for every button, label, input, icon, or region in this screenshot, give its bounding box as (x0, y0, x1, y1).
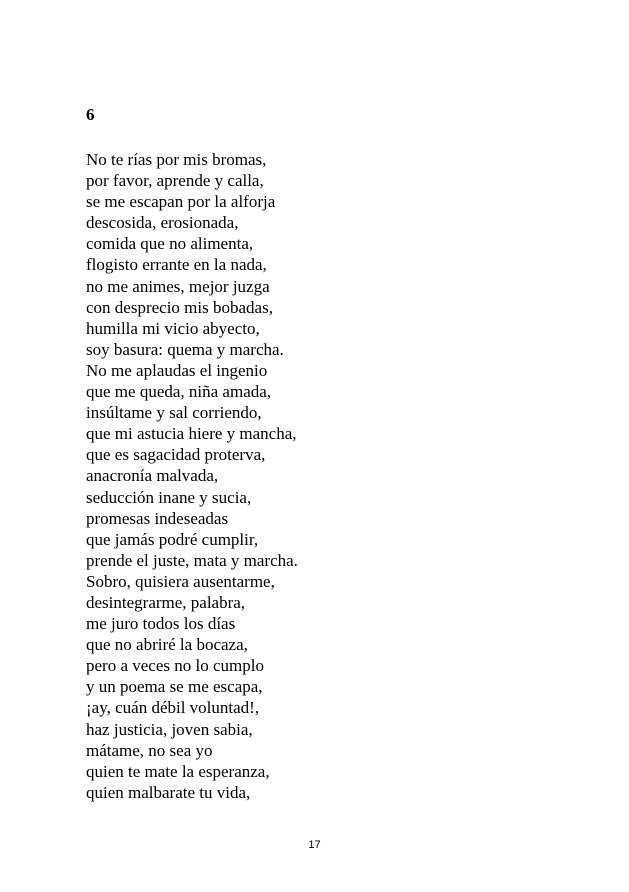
poem-line: quien malbarate tu vida, (86, 782, 251, 802)
page-number: 17 (308, 839, 321, 851)
poem-line: soy basura: quema y marcha. (86, 339, 284, 359)
poem-line: me juro todos los días (86, 614, 236, 634)
poem-line: descosida, erosionada, (86, 213, 239, 233)
poem-line: insúltame y sal corriendo, (86, 403, 262, 423)
poem-line: comida que no alimenta, (86, 234, 254, 254)
poem-line: con desprecio mis bobadas, (86, 297, 273, 317)
poem-line: No te rías por mis bromas, (86, 150, 267, 169)
poem-line: que jamás podré cumplir, (86, 529, 259, 549)
poem-line: desintegrarme, palabra, (86, 592, 246, 612)
poem-line: que me queda, niña amada, (86, 382, 272, 402)
poem-line: humilla mi vicio abyecto, (86, 318, 260, 338)
poem-line: ¡ay, cuán débil voluntad!, (86, 698, 260, 718)
poem-line: por favor, aprende y calla, (86, 171, 264, 191)
poem-number: 6 (86, 105, 95, 124)
poem-line: flogisto errante en la nada, (86, 255, 267, 275)
poem-line: se me escapan por la alforja (86, 192, 276, 212)
poem-line: seducción inane y sucia, (86, 487, 252, 507)
poem-line: quien te mate la esperanza, (86, 761, 270, 781)
poem-line: prende el juste, mata y marcha. (86, 550, 298, 570)
poem-line: promesas indeseadas (86, 508, 229, 528)
poem-line: que mi astucia hiere y mancha, (86, 424, 297, 444)
poem-line: anacronía malvada, (86, 466, 219, 486)
poem-line: pero a veces no lo cumplo (86, 656, 264, 676)
poem-line: Sobro, quisiera ausentarme, (86, 571, 275, 591)
poem-line: haz justicia, joven sabia, (86, 719, 253, 739)
poem-line: mátame, no sea yo (86, 740, 213, 760)
poem-line: y un poema se me escapa, (86, 677, 263, 697)
poem-line: no me animes, mejor juzga (86, 276, 270, 296)
poem-line: No me aplaudas el ingenio (86, 360, 268, 380)
poem-line: que no abriré la bocaza, (86, 635, 248, 655)
poem-line: que es sagacidad proterva, (86, 445, 266, 465)
poem-body (86, 149, 298, 803)
